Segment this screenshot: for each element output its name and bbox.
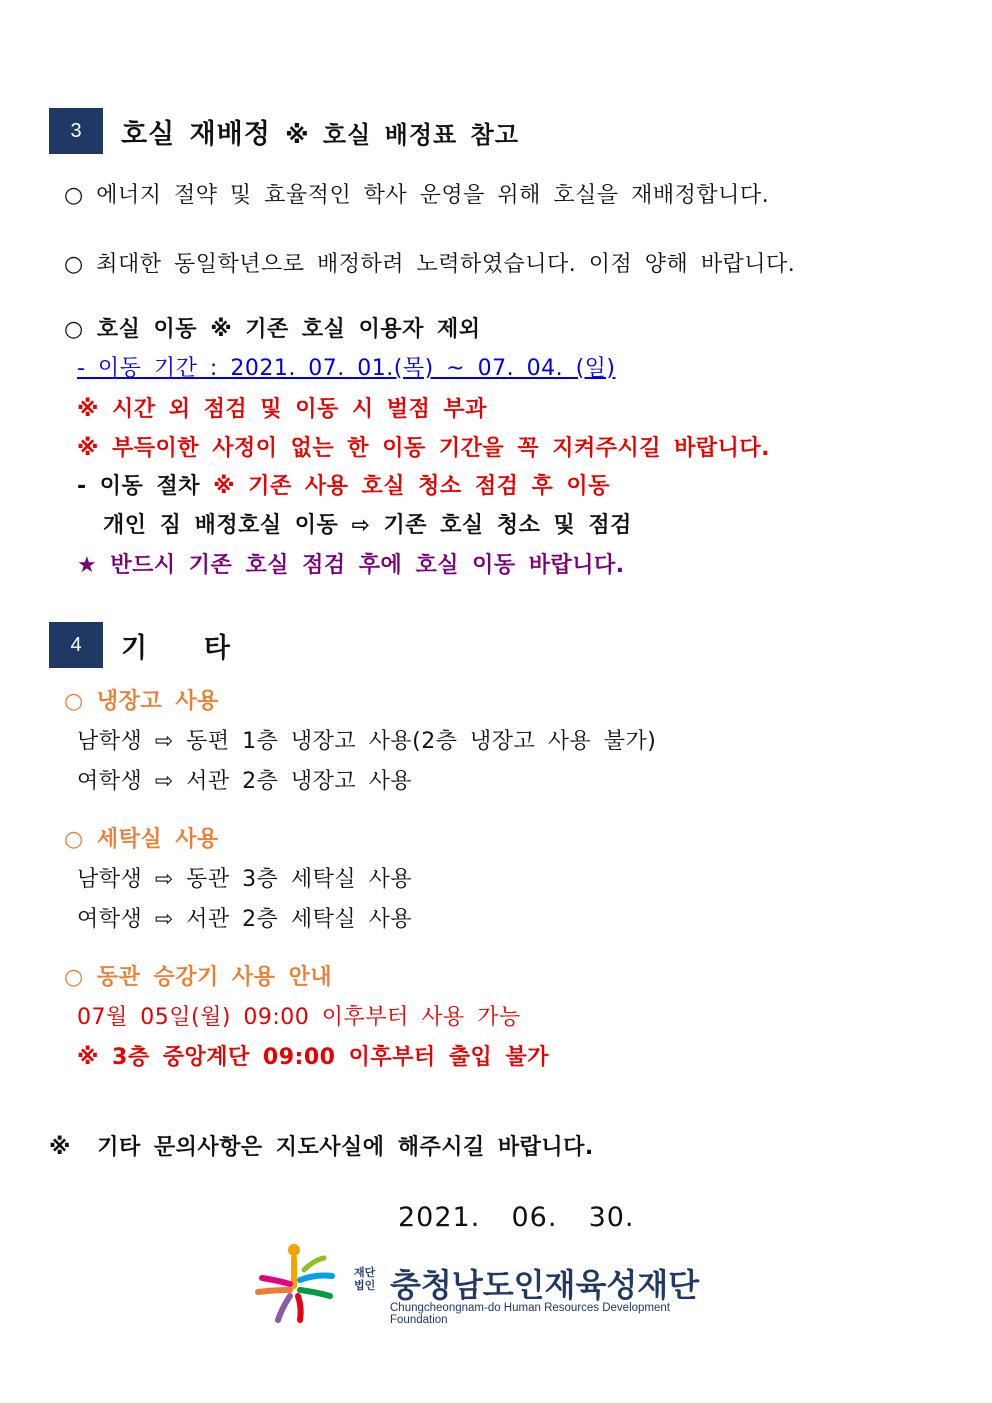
room-move-heading-text: ○ 호실 이동 [64,317,198,342]
penalty-notice: ※ 시간 외 점검 및 이동 시 벌점 부과 [77,397,487,422]
fridge-female: 여학생 ⇨ 서관 2층 냉장고 사용 [77,769,413,794]
section-3-bullet-same-grade: ○ 최대한 동일학년으로 배정하려 노력하였습니다. 이점 양해 바랍니다. [64,252,796,277]
move-procedure-steps: 개인 짐 배정호실 이동 ⇨ 기존 호실 청소 및 점검 [103,513,632,538]
laundry-heading: ○ 세탁실 사용 [64,827,219,852]
star-notice: ★ 반드시 기존 호실 점검 후에 호실 이동 바랍니다. [77,553,625,578]
section-4-title: 기 타 [121,632,240,664]
move-procedure-label: - 이동 절차 [77,474,200,499]
section-4-header [49,622,240,668]
document-date: 2021. 06. 30. [398,1202,635,1233]
section-3-header [49,108,519,154]
section-3-bullet-energy: ○ 에너지 절약 및 효율적인 학사 운영을 위해 호실을 재배정합니다. [64,183,770,208]
fridge-male: 남학생 ⇨ 동편 1층 냉장고 사용(2층 냉장고 사용 불가) [77,729,657,754]
section-3-number: 3 [49,108,103,154]
foundation-logo [250,1240,730,1326]
foundation-tag-line-2: 법인 [354,1279,376,1292]
fridge-heading: ○ 냉장고 사용 [64,689,219,714]
section-3-title-note: ※ 호실 배정표 참고 [285,120,519,149]
foundation-name-en: Chungcheongnam-do Human Resources Development Foundation [390,1302,670,1326]
laundry-female: 여학생 ⇨ 서관 2층 세탁실 사용 [77,907,413,932]
elevator-heading: ○ 동관 승강기 사용 안내 [64,965,333,990]
section-4-number: 4 [49,622,103,668]
elevator-line-1: 07월 05일(월) 09:00 이후부터 사용 가능 [77,1005,521,1030]
move-procedure [77,469,610,500]
section-3-title-text: 호실 재배정 [121,118,271,150]
laundry-male: 남학생 ⇨ 동관 3층 세탁실 사용 [77,867,413,892]
contact-note: ※ 기타 문의사항은 지도사실에 해주시길 바랍니다. [49,1135,594,1160]
foundation-name: 충청남도인재육성재단 [390,1266,700,1304]
move-procedure-note: ※ 기존 사용 호실 청소 점검 후 이동 [213,474,610,499]
section-3-title [121,112,519,151]
foundation-tag [354,1266,375,1292]
room-move-heading [64,312,481,343]
foundation-tag-line-1: 재단 [354,1266,376,1279]
elevator-line-2: ※ 3층 중앙계단 09:00 이후부터 출입 불가 [77,1045,549,1070]
room-move-heading-note: ※ 기존 호실 이용자 제외 [210,317,481,342]
foundation-emblem-icon [250,1240,346,1326]
period-notice: ※ 부득이한 사정이 없는 한 이동 기간을 꼭 지켜주시길 바랍니다. [77,436,770,461]
move-period: - 이동 기간 : 2021. 07. 01.(목) ~ 07. 04. (일) [77,356,616,381]
